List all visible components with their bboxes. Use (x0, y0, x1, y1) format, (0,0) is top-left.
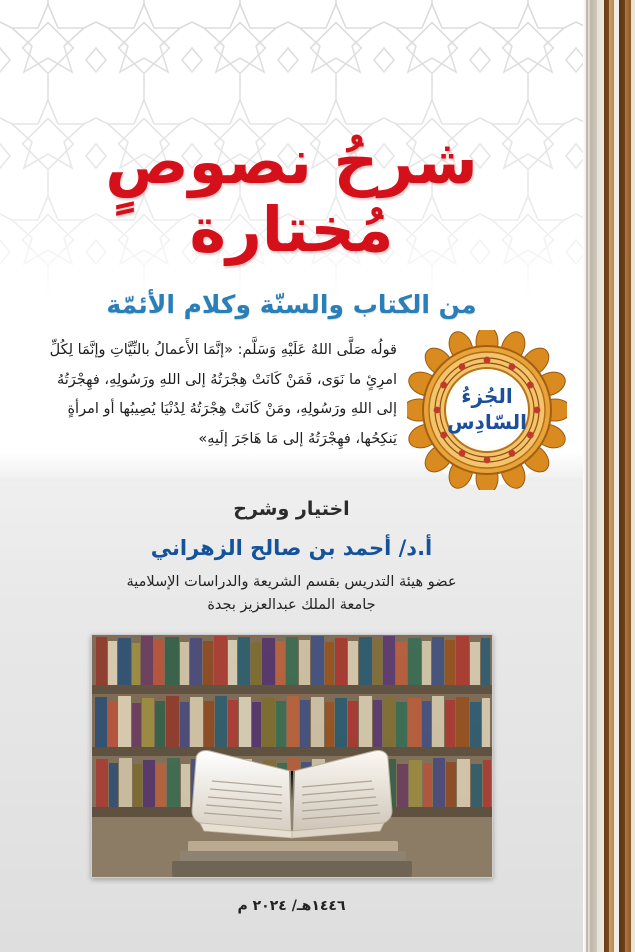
hadith-quotation: قولُه صَلَّى اللهُ عَلَيْهِ وَسَلَّم: «إنَّمَا الأَعمالُ بالنِّيَّاتِ وإنَّمَا لِكُلِّ امرِئٍ ما نَوَى، فَمَنْ كَانَتْ هِجْرَتُهُ إلى اللهِ ورَسُولِهِ، فهِجْرَتُهُ إلى اللهِ ورَسُولِهِ، ومَنْ كَانَتْ هِجْرَتُهُ لِدُنْيَا يُصِيبُها أو امرأةٍ يَنكِحُها، فهِجْرَتُهُ إلى مَا هَاجَرَ إلَيهِ» (49, 342, 397, 448)
cover-photo-open-book (91, 634, 493, 878)
author-affiliation-university: جامعة الملك عبدالعزيز بجدة (207, 597, 376, 613)
book-subtitle: من الكتاب والسنّة وكلام الأئمّة (106, 290, 477, 320)
volume-medallion (407, 330, 567, 490)
author-affiliation-department: عضو هيئة التدريس بقسم الشريعة والدراسات الإسلامية (126, 574, 457, 590)
book-title: شرحُ نصوصٍ مُختارة (105, 125, 478, 267)
title-block (0, 125, 583, 320)
byline: اختيار وشرح (233, 498, 350, 520)
author-name: أ.د/ أحمد بن صالح الزهراني (150, 536, 433, 560)
book-spine-strip (583, 0, 635, 952)
spine-divider-line (586, 0, 588, 952)
volume-label (407, 330, 567, 490)
volume-label-line2: السّادِس (446, 410, 528, 434)
author-block (0, 498, 583, 613)
volume-label-line1: الجُزءُ (461, 384, 513, 409)
publication-date: ١٤٤٦هـ/ ٢٠٢٤ م (237, 898, 346, 914)
